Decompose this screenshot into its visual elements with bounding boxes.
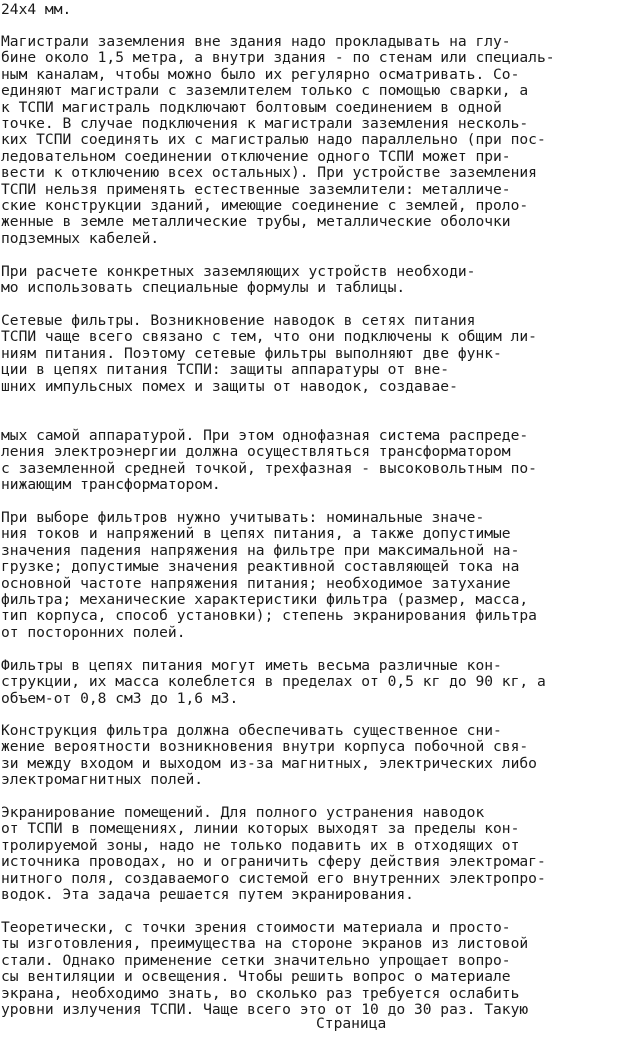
text-line: фильтра; механические характеристики фильтра (размер, масса, [1, 591, 529, 609]
text-line: к ТСПИ магистраль подключают болтовым соединением в одной [1, 98, 502, 116]
text-line: тролируемой зоны, надо не только подавить их в отходящих от [1, 836, 520, 854]
text-line: точке. В случае подключения к магистрали заземления несколь- [1, 115, 529, 133]
text-line: женные в земле металлические трубы, металлические оболочки [1, 213, 511, 231]
text-line: уровни излучения ТСПИ. Чаще всего это от 10 до 30 раз. Такую [1, 1001, 529, 1019]
text-line: электромагнитных полей. [1, 771, 204, 789]
text-line: ления электроэнергии должна осуществляться трансформатором [1, 443, 511, 461]
text-line: ниям питания. Поэтому сетевые фильтры выполняют две функ- [1, 344, 502, 362]
text-line: от посторонних полей. [1, 623, 186, 641]
text-line: мых самой аппаратурой. При этом однофазная система распреде- [1, 427, 529, 444]
text-line: ТСПИ нельзя применять естественные заземлители: металличе- [1, 180, 511, 198]
page-footer: Страница [316, 1015, 387, 1032]
text-line: вести к отключению всех остальных). При устройстве заземления [1, 164, 537, 182]
text-line: ния токов и напряжений в цепях питания, а также допустимые [1, 525, 511, 543]
text-line: шних импульсных помех и защиты от наводок, создавае- [1, 377, 458, 395]
text-line: грузке; допустимые значения реактивной составляющей тока на [1, 558, 520, 576]
text-line: источника проводах, но и ограничить сферу действия электромаг- [1, 853, 546, 871]
paragraph-room-shielding [1, 805, 546, 903]
text-line: Магистрали заземления вне здания надо прокладывать на глу- [1, 33, 511, 50]
text-line: сы вентиляции и освещения. Чтобы решить вопрос о материале [1, 968, 511, 986]
text-line: ТСПИ чаще всего связано с тем, что они подключены к общим ли- [1, 328, 537, 346]
text-line: зи между входом и выходом из-за магнитных, электрических либо [1, 754, 537, 772]
paragraph-power-distribution [1, 428, 537, 494]
text-line: бине около 1,5 метра, а внутри здания - по стенам или специаль- [1, 49, 555, 67]
paragraph-filter-design [1, 723, 537, 789]
text-line: нижающим трансформатором. [1, 476, 221, 494]
text-line: жение вероятности возникновения внутри корпуса побочной свя- [1, 738, 529, 756]
text-line: тип корпуса, способ установки); степень экранирования фильтра [1, 607, 537, 625]
text-line: водок. Эта задача решается путем экранирования. [1, 886, 414, 904]
text-line: Экранирование помещений. Для полного устранения наводок [1, 804, 485, 821]
text-line: ным каналам, чтобы можно было их регулярно осматривать. Со- [1, 65, 520, 83]
text-line: стали. Однако применение сетки значительно упрощает вопро- [1, 951, 511, 969]
text-line: Теоретически, с точки зрения стоимости материала и просто- [1, 919, 511, 936]
text-line: Сетевые фильтры. Возникновение наводок в сетях питания [1, 312, 476, 329]
text-line: Фильтры в цепях питания могут иметь весьма различные кон- [1, 657, 502, 674]
paragraph-filter-mass [1, 658, 546, 707]
text-line: ские конструкции зданий, имеющие соединение с землей, проло- [1, 197, 529, 215]
text-line: с заземленной средней точкой, трехфазная - высоковольтным по- [1, 459, 537, 477]
text-line: мо использовать специальные формулы и таблицы. [1, 279, 406, 297]
text-line: подземных кабелей. [1, 229, 160, 247]
text-line: струкции, их масса колеблется в пределах от 0,5 кг до 90 кг, а [1, 673, 546, 691]
text-line: Конструкция фильтра должна обеспечивать существенное сни- [1, 722, 502, 739]
text-line: объем-от 0,8 см3 до 1,6 м3. [1, 689, 239, 707]
paragraph-shield-material [1, 920, 528, 1018]
paragraph-grounding-mains [1, 34, 555, 247]
text-line: ты изготовления, преимущества на стороне экранов из листовой [1, 935, 529, 953]
text-line: ции в цепях питания ТСПИ: защиты аппаратуры от вне- [1, 361, 450, 379]
paragraph-filter-selection [1, 510, 537, 641]
text-line: экрана, необходимо знать, во сколько раз требуется ослабить [1, 984, 520, 1002]
text-line: основной частоте напряжения питания; необходимое затухание [1, 574, 511, 592]
text-line: При расчете конкретных заземляющих устройств необходи- [1, 263, 476, 280]
text-line: единяют магистрали с заземлителем только с помощью сварки, а [1, 82, 529, 100]
text-line: от ТСПИ в помещениях, линии которых выходят за пределы кон- [1, 820, 520, 838]
header-line: 24х4 мм. [1, 1, 72, 18]
text-line: При выборе фильтров нужно учитывать: номинальные значе- [1, 509, 485, 526]
text-line: ких ТСПИ соединять их с магистралью надо параллельно (при пос- [1, 131, 546, 149]
paragraph-network-filters [1, 313, 537, 395]
text-line: нитного поля, создаваемого системой его внутренних электропро- [1, 869, 546, 887]
paragraph-calculation [1, 264, 475, 297]
text-line: значения падения напряжения на фильтре при максимальной на- [1, 541, 520, 559]
text-line: ледовательном соединении отключение одного ТСПИ может при- [1, 147, 511, 165]
